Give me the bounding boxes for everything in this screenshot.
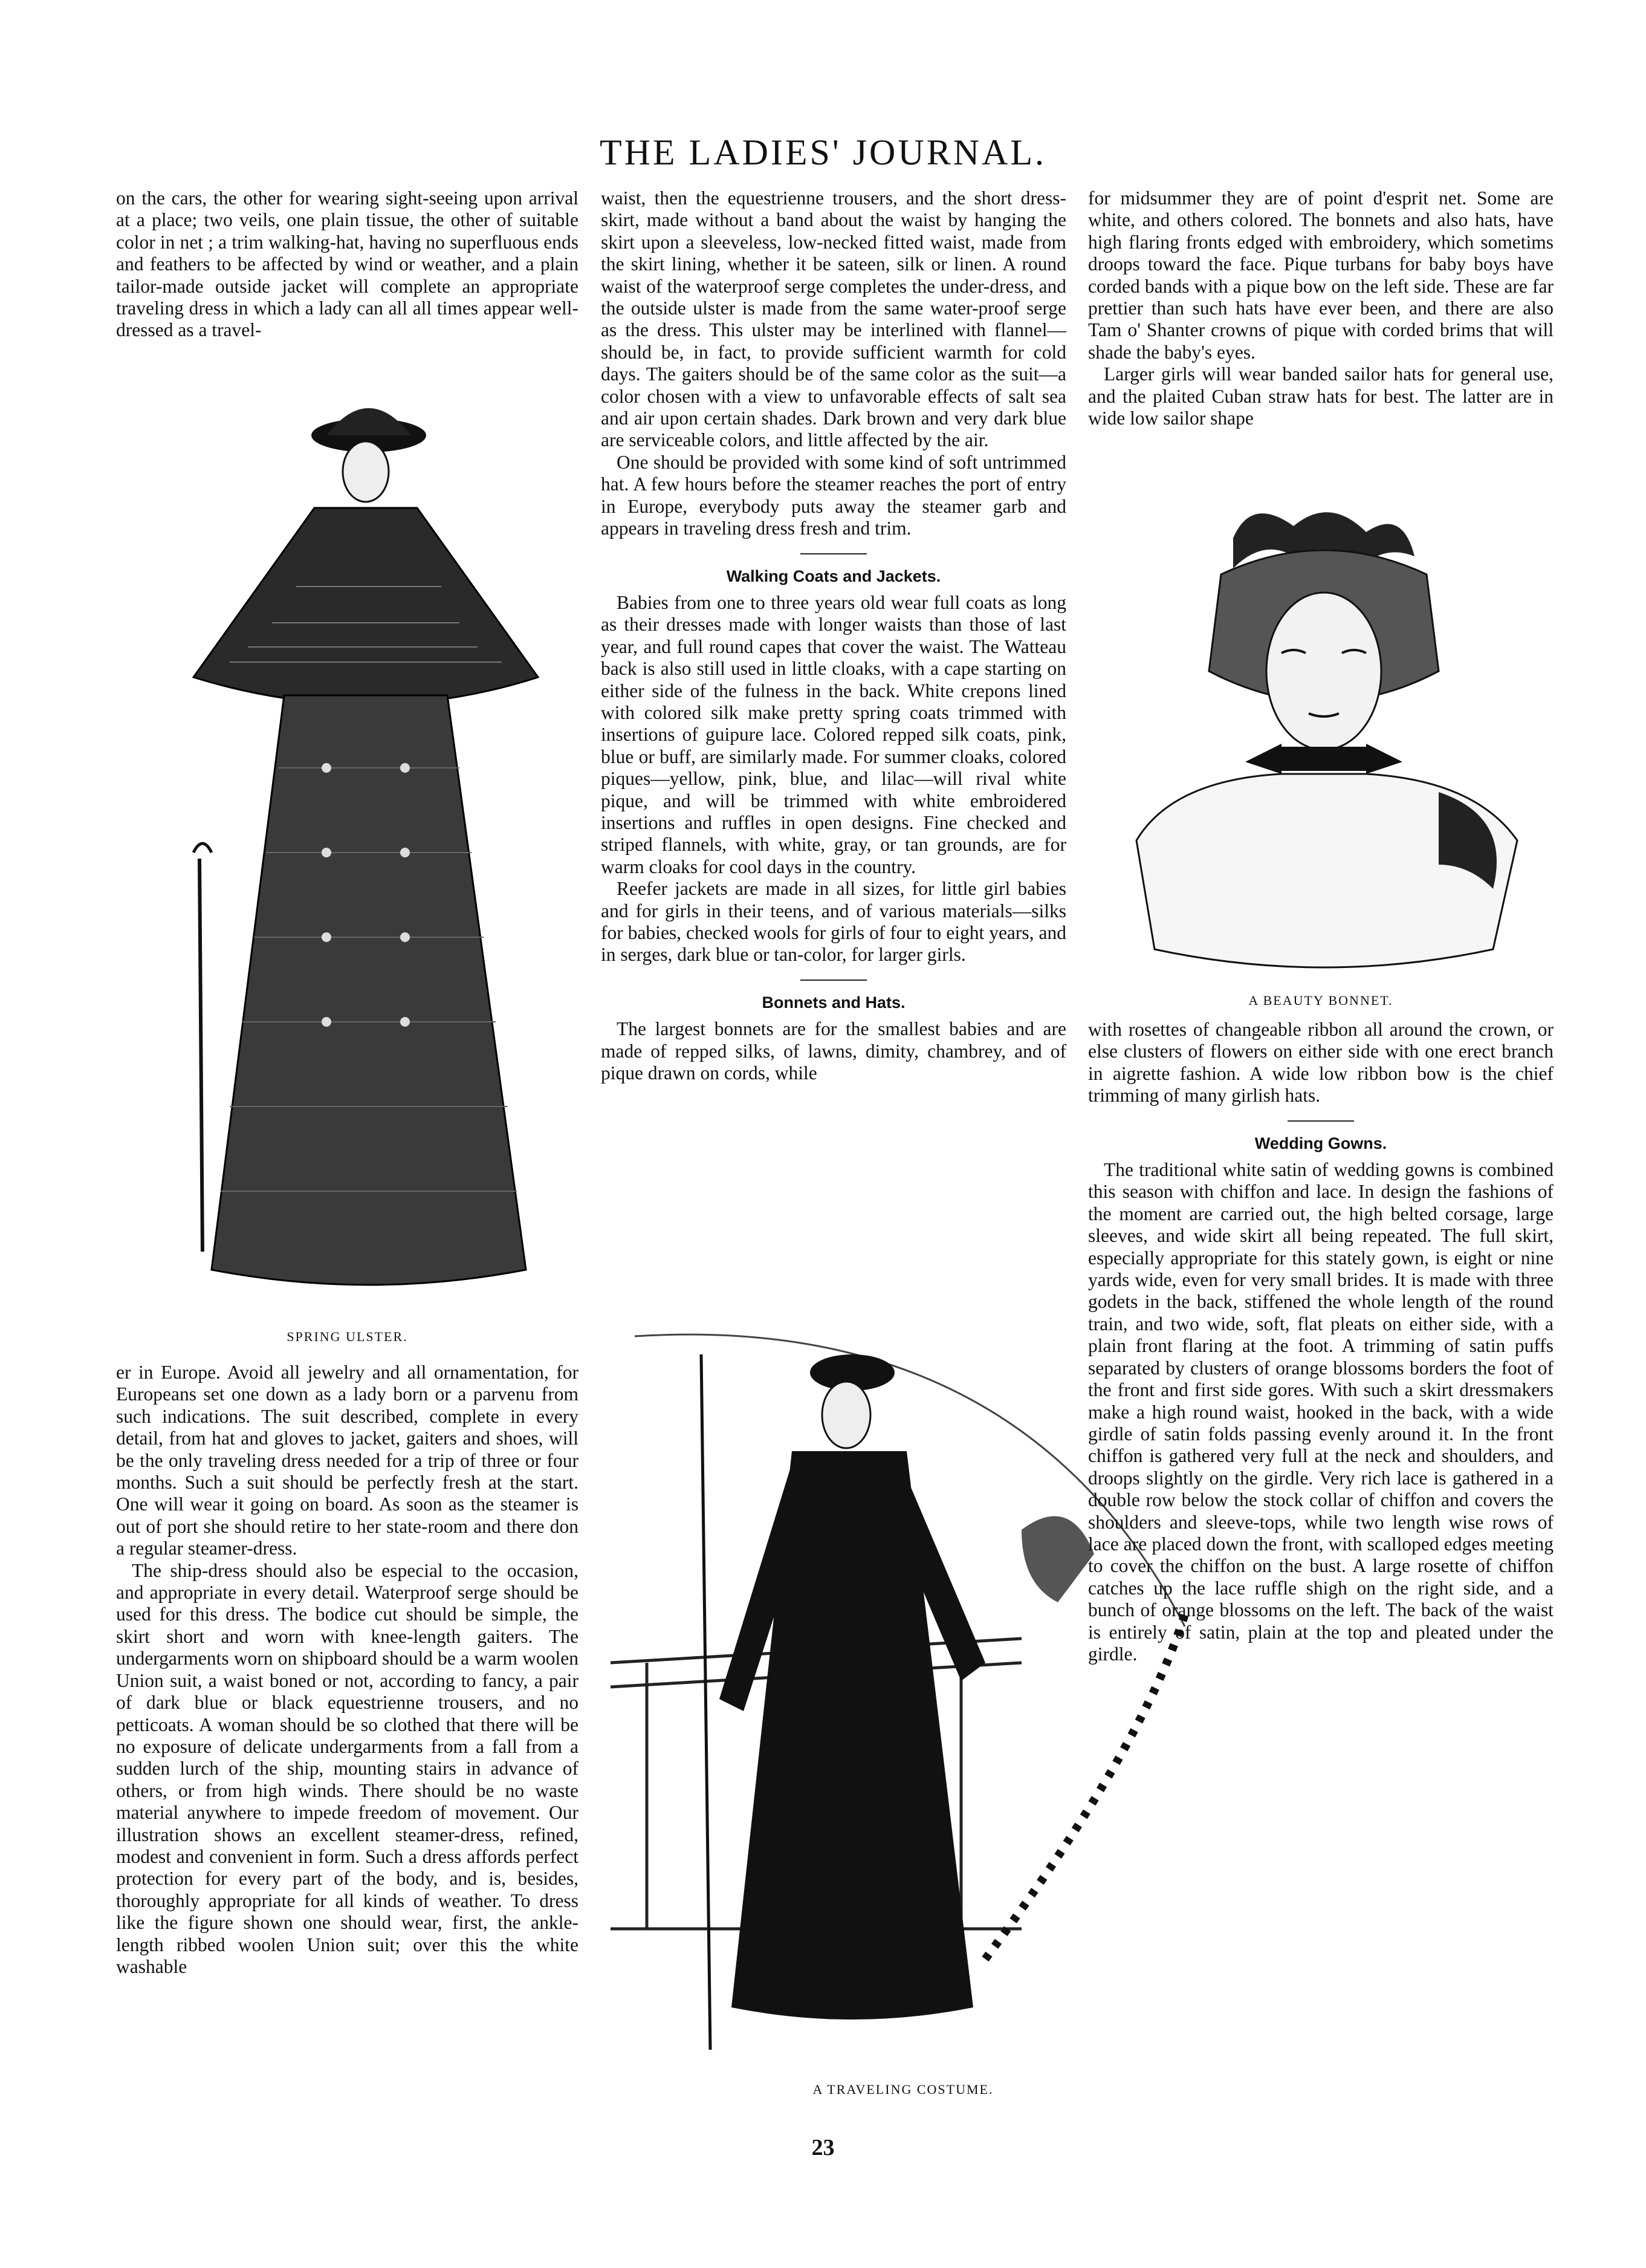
- column-2: [601, 187, 1066, 1084]
- spring-ulster-caption: SPRING ULSTER.: [287, 1329, 408, 1344]
- section-heading-bonnets: Bonnets and Hats.: [762, 993, 906, 1012]
- paragraph: The largest bonnets are for the smallest babies and are made of repped silks, of lawns, dimity, chambrey, and of pique drawn on cords, while: [601, 1018, 1066, 1084]
- page-number: 23: [811, 2135, 835, 2160]
- traveling-costume-caption: A TRAVELING COSTUME.: [812, 2082, 994, 2097]
- paragraph: Larger girls will wear banded sailor hats for general use, and the plaited Cuban straw hats for best. The latter are in wide low sailor shape: [1088, 363, 1554, 429]
- column-3: [1088, 187, 1554, 429]
- spring-ulster-illustration: [175, 393, 550, 1306]
- paragraph: on the cars, the other for wearing sight-seeing upon arrival at a place; two veils, one plain tissue, the other of suitable color in net ; a trim walking-hat, having no superfluous ends and feathers to be affected by wind or weather, and a plain tailor-made outside jacket will complete an appropriate traveling dress in which a lady can all all times appear well-dressed as a travel-: [116, 187, 578, 341]
- paragraph: The traditional white satin of wedding gowns is combined this season with chiffon and lace. In design the fashions of the moment are carried out, the high belted corsage, large sleeves, and wide skirt all being repeated. The full skirt, especially appropriate for this stately gown, is eight or nine yards wide, even for very small brides. It is made with three godets in the back, stiffened the whole length of the round train, and two wide, soft, flat pleats on either side, with a plain front flaring at the foot. A trimming of satin puffs separated by clusters of orange blossoms borders the foot of the front and first side gores. With such a skirt dressmakers make a high round waist, hooked in the back, with a wide girdle of satin folds passing evenly around it. In the front chiffon is gathered very full at the neck and shoulders, and droops slightly on the girdle. Very rich lace is gathered in a double row below the stock collar of chiffon and covers the shoulders and sleeve-tops, while two length wise rows of lace are placed down the front, with scalloped edges meeting to cover the chiffon on the bust. A large rosette of chiffon catches up the lace ruffle shigh on the right side, and a bunch of orange blossoms on the left. The back of the waist is entirely of satin, plain at the top and pleated under the girdle.: [1088, 1159, 1554, 1665]
- section-rule: [1288, 1120, 1354, 1122]
- paragraph: er in Europe. Avoid all jewelry and all ornamentation, for Europeans set one down as a lady born or a parvenu from such indications. The suit described, complete in every detail, from hat and gloves to jacket, gaiters and shoes, will be the only traveling dress needed for a trip of three or four months. Such a suit should be perfectly fresh at the start. One will wear it going on board. As soon as the steamer is out of port she should retire to her state-room and there don a regular steamer-dress.: [116, 1362, 578, 1559]
- beauty-bonnet-caption: A BEAUTY BONNET.: [1248, 993, 1393, 1008]
- section-heading-wedding: Wedding Gowns.: [1254, 1134, 1387, 1152]
- paragraph: One should be provided with some kind of soft untrimmed hat. A few hours before the steamer reaches the port of entry in Europe, everybody puts away the steamer garb and appears in traveling dress fresh and trim.: [601, 451, 1066, 539]
- paragraph: Reefer jackets are made in all sizes, for little girl babies and for girls in their teens, and of various materials—silks for babies, checked wools for girls of four to eight years, and in serges, dark blue or tan-color, for larger girls.: [601, 878, 1066, 966]
- section-heading-walking: Walking Coats and Jackets.: [726, 567, 941, 585]
- column-3-lower: [1088, 1019, 1554, 1665]
- masthead: THE LADIES' JOURNAL.: [599, 132, 1047, 172]
- paragraph: Babies from one to three years old wear full coats as long as their dresses made with longer waists than those of last year, and full round capes that cover the waist. The Watteau back is also still used in little cloaks, with a cape starting on either side of the fulness in the back. White crepons lined with colored silk make pretty spring coats trimmed with insertions of guipure lace. Colored repped silk coats, pink, blue or buff, are similarly made. For summer cloaks, colored piques—yellow, pink, blue, and lilac—will rival white pique, and will be trimmed with white embroidered insertions and ruffles in open designs. Fine checked and striped flannels, with white, gray, or tan grounds, are for warm cloaks for cool days in the country.: [601, 591, 1066, 877]
- paragraph: The ship-dress should also be especial to the occasion, and appropriate in every detail. Waterproof serge should be used for this dress. The bodice cut should be simple, the skirt short and worn with knee-length gaiters. The undergarments worn on shipboard should be a warm woolen Union suit, a waist boned or not, according to fancy, a pair of dark blue or black equestrienne trousers, and no petticoats. A woman should be so clothed that there will be no exposure of delicate undergarments from a fall from a sudden lurch of the ship, mounting stairs in advance of others, or from high winds. There should be no waste material anywhere to impede freedom of movement. Our illustration shows an excellent steamer-dress, refined, modest and convenient in form. Such a dress affords perfect protection for every part of the body, and is, besides, thoroughly appropriate for all kinds of weather. To dress like the figure shown one should wear, first, the ankle-length ribbed woolen Union suit; over this the white washable: [116, 1559, 578, 1977]
- paragraph: for midsummer they are of point d'esprit net. Some are white, and others colored. The bonnets and also hats, have high flaring fronts edged with embroidery, which sometims droops toward the face. Pique turbans for baby boys have corded bands with a pique bow on the left side. These are far prettier than such hats have ever been, and there are also Tam o' Shanter crowns of pique with corded brims that will shade the baby's eyes.: [1088, 187, 1554, 363]
- paragraph: waist, then the equestrienne trousers, and the short dress-skirt, made without a band about the waist by hanging the skirt upon a sleeveless, low-necked fitted waist, made from the skirt lining, whether it be sateen, silk or linen. A round waist of the waterproof serge completes the under-dress, and the outside ulster is made from the same water-proof serge as the dress. This ulster may be interlined with flannel—should be, in fact, to provide sufficient warmth for cold days. The gaiters should be of the same color as the suit—a color chosen with a view to unfavorable effects of salt sea and air upon certain shades. Dark brown and very dark blue are serviceable colors, and little affected by the air.: [601, 187, 1066, 451]
- column-1: [116, 187, 578, 342]
- column-1-lower: [116, 1362, 578, 1978]
- paragraph: with rosettes of changeable ribbon all around the crown, or else clusters of flowers on either side with one erect branch in aigrette fashion. A wide low ribbon bow is the chief trimming of many girlish hats.: [1088, 1019, 1554, 1106]
- section-rule: [800, 980, 867, 981]
- section-rule: [800, 553, 867, 554]
- beauty-bonnet-illustration: [1100, 502, 1547, 986]
